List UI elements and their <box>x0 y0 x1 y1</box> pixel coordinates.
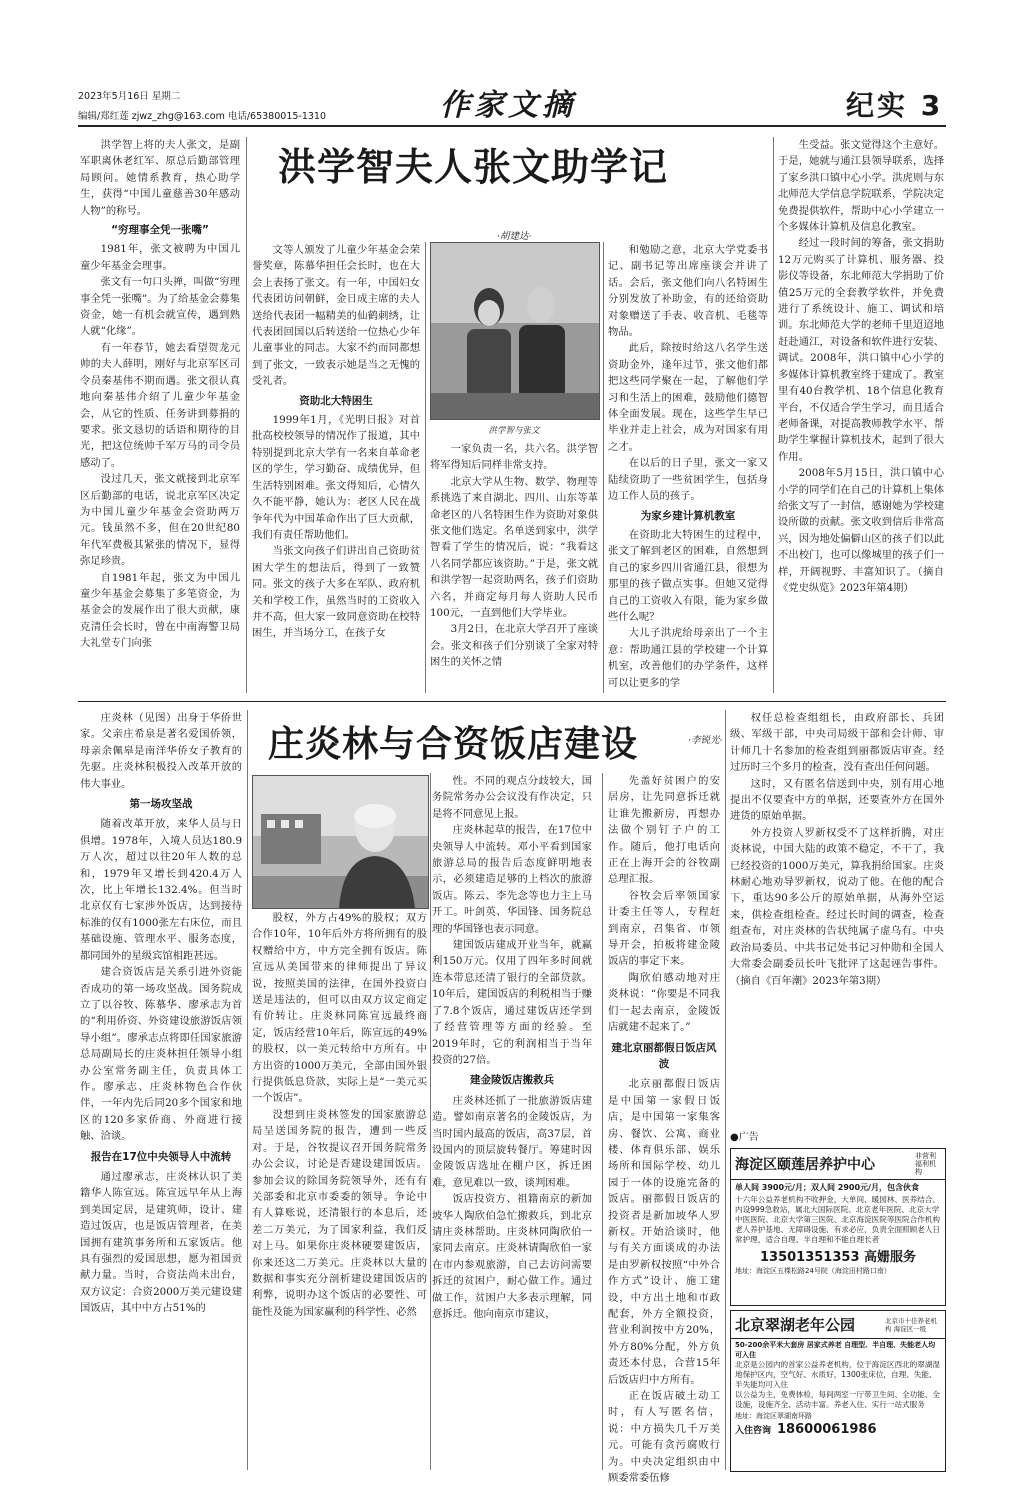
paragraph: 生受益。张文觉得这个主意好。于是，她就与通江县领导联系，选择了家乡洪口镇中心小学。洪虎则与东北师范大学信息学院联系，学院决定免费提供软件，帮助中心小学建立一个多媒体计算机及信息化教室。 <box>778 139 944 234</box>
ad-label: ●广告 <box>730 1132 759 1143</box>
paragraph: 1999年1月，《光明日报》对首批高校校领导的情况作了报道，其中特别提到北京大学有一名来自革命老区的学生，学习勤奋、成绩优异，但生活特别困难。张文得知后，心情久久不能平静，她认为：老区人民在战争年代为中国革命作出了巨大贡献，我们有责任帮助他们。 <box>252 414 420 541</box>
paragraph: 此后，除按时给这八名学生送资助金外，逢年过节，张文他们都把这些同学聚在一起，了解他们学习和生活上的困难，鼓励他们德智体全面发展。现在，这些学生早已毕业并走上社会，成为对国家有用之才。 <box>608 342 768 453</box>
ad1-name: 海淀区颐莲居养护中心 <box>735 1157 875 1173</box>
date-line: 2023年5月16日 星期二 <box>78 91 181 102</box>
paragraph: 外方投资人罗新权受不了这样折腾，对庄炎林说，中国大陆的政策不稳定，不干了，我已经投资的1000万美元，算我捐给国家。庄炎林耐心地劝导罗新权，说动了他。在他的配合下，重达90多公斤的原始单据，从海外空运来，供检查组检查。经过长时间的调查，检查组查布，对庄炎林的告状纯属子虚乌有。中央政治局委员、中共书记处书记习仲勋和全国人大常委会副委员长叶飞批评了这起诬告事件。（摘自《百年潮》2023年第3期） <box>730 826 944 987</box>
paragraph: 洪学智上将的夫人张文，是副军职离休老红军、原总后勤部管理局顾问。她情系教育，热心助学生，获得“中国儿童慈善30年感动人物”的称号。 <box>80 139 240 217</box>
subheading: 建北京丽都假日饭店风波 <box>611 1041 717 1070</box>
subheading: “穷理事全凭一张嘴” <box>111 224 209 237</box>
article2-title: 庄炎林与合资饭店建设 <box>268 724 639 765</box>
article2-byline: ·李锐光· <box>688 735 723 746</box>
paragraph: 自1981年起，张文为中国儿童少年基金会募集了多笔资金，为基金会的发展作出了很大贡献，康克清任会长时，曾在中南海警卫局大礼堂专门向张 <box>80 571 240 650</box>
paragraph: 庄炎林起草的报告，在17位中央领导人中流转。邓小平看到国家旅游总局的报告后态度鲜明地表示，必须建造足够的上档次的旅游饭店。陈云、李先念等也力主上马开工。叶剑英、华国锋、国务院总理的华国锋也表示同意。 <box>432 824 592 935</box>
subheading: 第一场攻坚战 <box>129 798 193 811</box>
paragraph: 股权，外方占49%的股权；双方合作10年，10年后外方将所拥有的股权赠给中方，中方完全拥有饭店。陈宣远从美国带来的律师提出了异议说，按照美国的法律，在国外投资白送是违法的，但可以由双方议定商定有价转让。庄炎林同陈宣远最终商定，饭店经营10年后，陈宣远的49%的股权，以一美元转给中方所有。中方出资的1000万美元，全部由国外银行提供低息贷款，实际上是“一美元买一个饭店”。 <box>252 912 427 1105</box>
paragraph: 北京丽都假日饭店是中国第一家假日饭店，是中国第一家集客房、餐饮、公寓、商业楼、体育俱乐部、娱乐场所和国际学校、幼儿园于一体的设施完备的饭店。丽都假日饭店的投资者是新加坡华人罗新权。开始洽谈时，他与有关方面谈成的办法是由罗新权按照“中外合作方式”设计、施工建设，中方出土地和市政配套，外方全额投资，营业利润按中方20%，外方80%分配，外方负责还本付息，合营15年后饭店归中方所有。 <box>608 1078 720 1386</box>
ad2-phone-label: 入住咨询 <box>735 1426 772 1436</box>
article2-column-2 <box>252 910 427 1470</box>
ad2-phone[interactable]: 18600061986 <box>777 1422 877 1437</box>
article2-column-4 <box>608 773 720 1485</box>
paragraph: 权任总检查组组长，由政府部长、兵团级、军级干部，中央司局级干部和会计师、审计师几十名参加的检查组到丽都饭店审查。经过历时三个多月的检查，没有查出任何问题。 <box>730 712 944 774</box>
paragraph: 饭店投资方、祖籍南京的新加坡华人陶欣伯急忙搬救兵，到北京请庄炎林帮助。庄炎林同陶欣伯一家同去南京。庄炎林请陶欣伯一家在市内参观旅游，自己去访问需要拆迁的贫困户，耐心做工作。通过做工作，贫困户大多表示理解，同意拆迁。他向南京市建议， <box>432 1193 592 1320</box>
paragraph: 建合资饭店是关系引进外资能否成功的第一场攻坚战。国务院成立了以谷牧、陈慕华、廖承志为首的“利用侨资、外资建设旅游饭店领导小组”。廖承志点将即任国家旅游总局副局长的庄炎林担任领导小组办公室常务副主任，负责具体工作。廖承志、庄炎林物色合作伙伴，一年内先后同20多个国家和地区的120多家侨商、外商进行接触、洽谈。 <box>80 966 242 1143</box>
paragraph: 建国饭店建成开业当年，就赢利150万元。仅用了四年多时间就连本带息还清了银行的全部贷款。10年后，建国饭店的利税相当于赚了7.8个饭店，通过建饭店还学到了经营管理等方面的经验。至2019年时，它的利润相当于当年投资的27倍。 <box>432 939 592 1066</box>
ad2-tag: 北京市十佳养老机构 海淀区一级 <box>885 1316 937 1333</box>
article-separator <box>78 701 946 702</box>
paragraph: 没想到庄炎林签发的国家旅游总局呈送国务院的报告，遭到一些反对。于是，谷牧提议召开国务院常务办公会议，讨论是否建设建国饭店。参加会议的除国务院领导外，还有有关部委和北京市委委的领导。争论中有人算账说，还清银行的本息后，还差二万美元，为了国家利益，我们反对上马。如果你庄炎林硬要建饭店，你来还这二万美元。庄炎林以大量的数据和事实充分剖析建设建国饭店的利弊，说明办这个饭店的必要性、可能性及能为国家赢利的科学性、必然 <box>252 1108 427 1318</box>
paragraph: 陶欣伯感动地对庄炎林说：“你要是不同我们一起去南京，金陵饭店就建不起来了。” <box>608 971 720 1034</box>
ad2-address: 地址：海淀区翠湖南环路 <box>735 1412 812 1420</box>
paragraph: 谷牧会后率领国家计委主任等人，专程赶到南京，召集省、市领导开会，拍板将建金陵饭店的事定下来。 <box>608 889 720 968</box>
paragraph: 没过几天，张文就接到北京军区后勤部的电话，说北京军区决定为中国儿童少年基金会资助两万元。钱虽然不多，但在20世纪80年代军费极其紧张的情况下，显得弥足珍贵。 <box>80 473 240 568</box>
ad1-address: 地址：海淀区五棵松路24号院（海淀田村路口南） <box>735 1267 891 1275</box>
article2-photo <box>252 775 429 909</box>
article1-photo <box>430 242 600 420</box>
paragraph: 有一年春节，她去看望贺龙元帅的夫人薛明，刚好与北京军区司令员秦基伟不期而遇。张文很认真地向秦基伟介绍了儿童少年基金会，从它的性质、任务讲到募捐的要求。张文恳切的话语和期待的目光，把这位统帅千军万马的司令员感动了。 <box>80 341 240 469</box>
paragraph: 随着改革开放，来华人员与日俱增。1978年，入境人员达180.9万人次，超过以往20年人数的总和，1979年又增长到420.4万人次，比上年增长132.4%。但当时北京仅有七家涉外饭店，达到接待标准的仅有1000张左右床位，而且基础设施、管理水平、服务态度，都同国外的星级宾馆相距甚远。 <box>80 818 242 962</box>
article1-column-1 <box>80 137 240 693</box>
article2-column-3 <box>432 773 592 1470</box>
paragraph: 庄炎林（见图）出身于华侨世家。父亲庄希泉是著名爱国侨领，母亲余佩皋是南洋华侨女子教育的先驱。庄炎林积极投入改革开放的伟大事业。 <box>80 712 242 790</box>
paragraph: 1981年，张文被聘为中国儿童少年基金会理事。 <box>80 243 240 272</box>
paragraph: 大儿子洪虎给母亲出了一个主意：帮助通江县的学校建一个计算机室，改善他们的办学条件，这样可以让更多的学 <box>608 627 768 689</box>
paragraph: 庄炎林还抓了一批旅游饭店建造。譬如南京著名的金陵饭店，为当时国内最高的饭店，高37层，首设国内的顶层旋转餐厅。筹建时因金陵饭店选址在棚户区，拆迁困难，意见难以一致，谈判困难。 <box>432 1094 592 1189</box>
paragraph: 这时，又有匿名信送到中央，别有用心地提出不仅要查中方的单据，还要查外方在国外进货的原始单据。 <box>730 777 944 823</box>
editor-line: 编辑/郑红莲 zjwz_zhg@163.com 电话/65380015-1310 <box>78 111 327 122</box>
subheading: 建金陵饭店搬救兵 <box>470 1074 554 1087</box>
paragraph: 文等人颁发了儿童少年基金会荣誉奖章，陈慕华担任会长时，也在大会上表扬了张文。有一年，中国妇女代表团访问朝鲜，金日成主席的夫人送给代表团一幅精美的仙鹤刺绣，让代表团回国以后转送给一位热心少年儿童事业的同志。大家不约而同都想到了张文，一致表示她是当之无愧的受礼者。 <box>252 244 420 388</box>
ad2-line: 北京是公园内的首家公益养老机构，位于海淀区西北的翠湖湿地保护区内，空气好、水质好，1300张床位，自理、失能、半失能均可入住 <box>735 1360 941 1389</box>
paragraph: 正在饭店破土动工时，有人写匿名信，说：中方损失几千万美元。可能有贪污腐败行为。中央决定组织由中顾委常委伍修 <box>608 1390 720 1485</box>
article1-column-5 <box>778 137 944 693</box>
ad1-phone[interactable]: 13501351353 高姗服务 <box>759 1250 917 1265</box>
ad-cuihu[interactable] <box>730 1310 946 1472</box>
paragraph: 通过廖承志，庄炎林认识了美籍华人陈宣远。陈宣远早年从上海到美国定居，是建筑师，设计、建造过饭店，也是饭店管理者，在美国拥有建筑事务所和五家饭店。他具有强烈的爱国思想，愿为祖国贡献力量。当时，合资法尚未出台，双方议定：合资2000万美元建设建国饭店，其中中方占51%的 <box>80 1170 242 1315</box>
paragraph: 3月2日，在北京大学召开了座谈会。张文和孩子们分别谈了全家对特困生的关怀之情 <box>430 623 598 669</box>
masthead-logo: 作家文摘 <box>440 88 576 123</box>
paragraph: 和勉励之意，北京大学党委书记、副书记等出席座谈会并讲了话。会后，张文他们向八名特困生分别发放了补助金，有的还给资助对象赠送了手表、收音机、毛毯等物品。 <box>608 244 768 339</box>
subheading: 资助北大特困生 <box>299 394 373 407</box>
paragraph: 张文有一句口头禅，叫做“穷理事全凭一张嘴”。为了给基金会募集资金，她一有机会就宣传，遇到熟人就“化缘”。 <box>80 276 240 338</box>
paragraph: 在以后的日子里，张文一家又陆续资助了一些贫困学生，包括身边工作人员的孩子。 <box>608 457 768 503</box>
article1-column-4 <box>608 242 768 693</box>
paragraph: 先盖好贫困户的安居房，让先同意拆迁就让谁先搬新房，再想办法做个别钉子户的工作。随后，他打电话向正在上海开会的谷牧副总理汇报。 <box>608 775 720 886</box>
ad1-line: 十六年公益养老机构不收押金，大单间、暖园林、医养结合、内设999急救站，属北大国际医院、北京老年医院、北京大学中医医院、北京大学第三医院、北京海淀医院等医院合作机构 <box>735 1195 941 1224</box>
article1-column-3 <box>430 441 598 693</box>
paragraph: 一家负责一名，共六名。洪学智将军得知后同样非常支持。 <box>430 443 598 472</box>
ad-yilianju[interactable] <box>730 1148 946 1306</box>
ad1-tag: 非营利 福利机构 <box>915 1152 936 1176</box>
subheading: 报告在17位中央领导人中流转 <box>90 1150 232 1163</box>
paragraph: 北京大学从生物、数学、物理等系挑选了来自湖北、四川、山东等革命老区的八名特困生作为资助对象供张文他们选定。名单送到家中，洪学智看了学生的情况后，说：“我看这八名同学都应该资助。”于是，张文就和洪学智一起资助两名，孩子们资助六名，并商定每月每人资助人民币100元，一直到他们大学毕业。 <box>430 475 598 620</box>
paragraph: 当张文向孩子们讲出自己资助贫困大学生的想法后，得到了一致赞同。张文的孩子大多在军队、政府机关和学校工作，虽然当时的工资收入并不高，但大家一致同意资助在校特困生，并当场分工，在孩子女 <box>252 545 420 640</box>
paragraph: 在资助北大特困生的过程中，张文了解到老区的困难，自然想到自己的家乡四川省通江县，很想为那里的孩子做点实事。但她又觉得自己的工资收入有限，能为家乡做些什么呢？ <box>608 528 768 623</box>
ad2-name: 北京翠湖老年公园 <box>735 1316 856 1334</box>
subheading: 为家乡建计算机教室 <box>640 509 736 522</box>
section-title: 纪实 3 <box>846 89 944 122</box>
paragraph: 2008年5月15日，洪口镇中心小学的同学们在自己的计算机上集体给张文写了一封信，感谢她为学校建设所做的贡献。张文收到信后非常高兴，因为地处偏僻山区的孩子们以此不出校门，也可以像城里的孩子们一样，开阔视野、丰富知识了。（摘自《党史纵览》2023年第4期） <box>778 467 944 594</box>
ad1-subtitle: 单人间 3900元/月；双人间 2900元/月，包含伙食 <box>735 1183 919 1192</box>
article1-byline: ·胡建达· <box>497 231 532 242</box>
paragraph: 经过一段时间的筹备，张文捐助12万元购买了计算机、服务器、投影仪等设备，东北师范大学捐助了价值25万元的全套教学软件，并免费进行了系统设计、施工、调试和培训。东北师范大学的老师千里迢迢地赶赴通江，对设备和软件进行安装、调试。2008年，洪口镇中心小学的多媒体计算机教室终于建成了。教室里有40台教学机、18个信息化教育平台，不仅适合学生学习，而且适合老师备课，对提高教师教学水平、帮助学生掌握计算机技术，起到了很大作用。 <box>778 237 944 463</box>
header-rule <box>78 125 946 127</box>
article1-column-2 <box>252 242 420 693</box>
article2-column-1 <box>80 710 242 1470</box>
ad2-line: 以公益为主，免费体检，每间两室一厅带卫生间、全功能、全设施，设施齐全、活动丰富。养老入住、实行一站式服务 <box>735 1390 941 1409</box>
ad1-line: 老人养护基地、无障碍设施、有求必应，负责全面照顾老人日常护理，适合自理、半自理和不能自理长者 <box>735 1225 941 1244</box>
ad2-line: 50-200余平米大套房 居家式养老 自理型、半自理、失能老人均可入住 <box>735 1341 936 1359</box>
article2-column-5 <box>730 710 944 1128</box>
paragraph: 性。不同的观点分歧较大，国务院常务办公会议没有作决定，只是将不同意见上报。 <box>432 775 592 820</box>
article1-photo-caption: 洪学智与张文 <box>488 426 540 436</box>
article1-title: 洪学智夫人张文助学记 <box>278 145 669 189</box>
